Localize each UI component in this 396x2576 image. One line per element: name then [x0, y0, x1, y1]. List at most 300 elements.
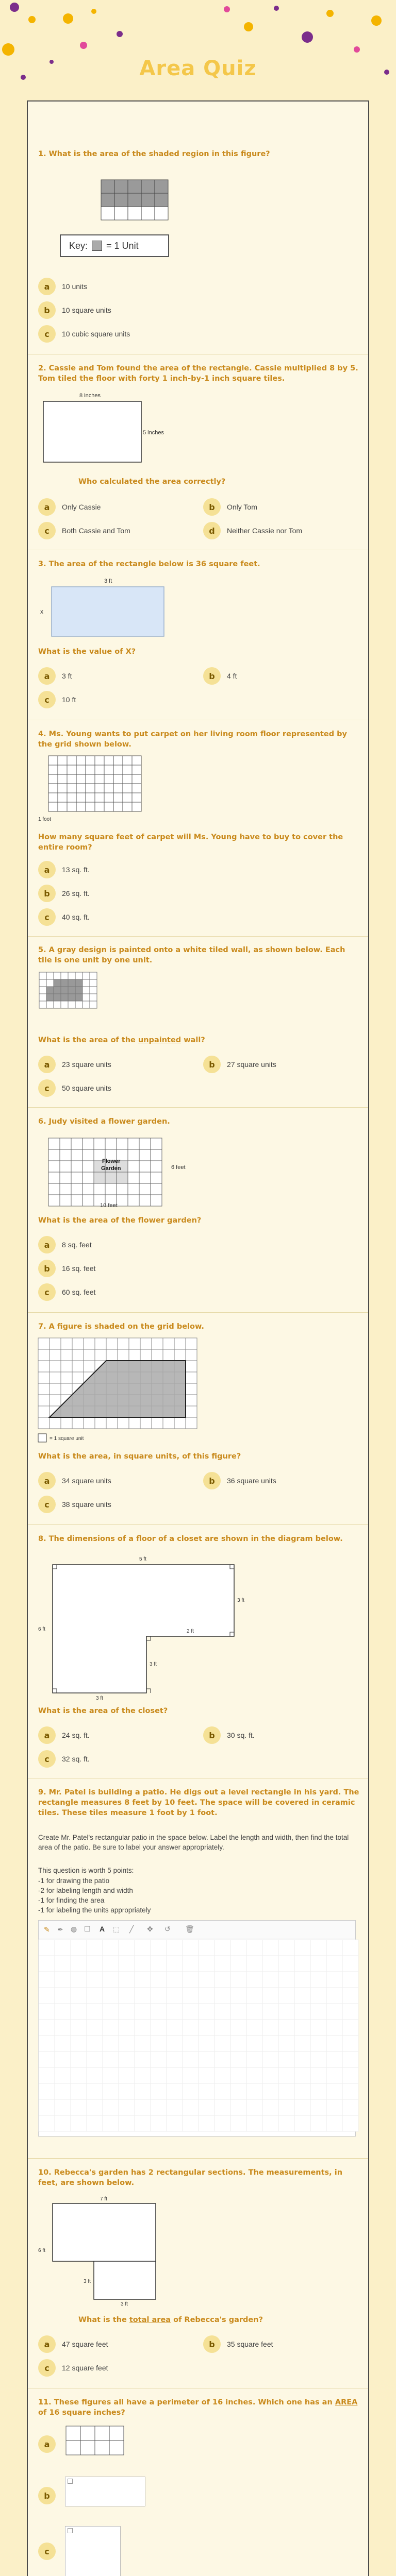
grid-cell: [55, 2052, 71, 2067]
grid-cell: [135, 1940, 151, 1956]
grid-cell: [54, 987, 61, 994]
choice-text: 36 square units: [227, 1477, 276, 1485]
grid-cell: [141, 207, 155, 220]
text-tool-icon[interactable]: A: [100, 1925, 105, 1933]
grid-cell: [262, 2052, 278, 2067]
grid-cell: [230, 2067, 246, 2083]
grid-cell: [246, 2099, 262, 2115]
grid-cell: [60, 1183, 71, 1195]
grid-cell: [141, 193, 155, 207]
grid-cell: [151, 1138, 162, 1149]
q2-question: Who calculated the area correctly?: [78, 478, 226, 486]
grid-cell: [87, 1940, 103, 1956]
grid-cell: [117, 1172, 128, 1183]
grid-cell: [262, 2115, 278, 2131]
decorative-dots: [0, 0, 396, 98]
q10-choice-a[interactable]: [38, 2335, 108, 2353]
grid-cell: [310, 2052, 326, 2067]
grid-cell: [139, 1161, 151, 1172]
grid-cell: [103, 1956, 119, 1972]
grid-cell: [294, 1956, 310, 1972]
q7-choice-a[interactable]: [38, 1472, 111, 1489]
grid-cell: [54, 1001, 61, 1008]
grid-cell: [310, 2099, 326, 2115]
grid-cell: [135, 1972, 151, 1988]
grid-cell: [151, 2004, 167, 2020]
grid-cell: [278, 2115, 294, 2131]
grid-cell: [199, 1956, 214, 1972]
grid-cell: [48, 784, 58, 793]
grid-cell: [95, 756, 104, 765]
grid-cell: [342, 2036, 358, 2052]
grid-cell: [50, 1383, 61, 1395]
choice-letter: b: [203, 1472, 221, 1489]
grid-cell: [152, 1417, 163, 1429]
grid-cell: [310, 2004, 326, 2020]
grid-cell: [67, 756, 76, 765]
grid-cell: [123, 774, 132, 784]
choice-text: 4 ft: [227, 672, 237, 680]
grid-cell: [48, 1183, 60, 1195]
grid-cell: [342, 2020, 358, 2036]
q4-choice-c[interactable]: [38, 908, 90, 926]
grid-cell: [87, 2099, 103, 2115]
grid-cell: [155, 193, 168, 207]
q9-point-3: -1 for finding the area: [38, 1896, 105, 1904]
q11-figure-c-broken-image: [65, 2526, 121, 2576]
q2-choice-c[interactable]: [38, 522, 130, 539]
q1-key-label: Key:: [69, 240, 88, 251]
q3-dim-top: 3 ft: [104, 578, 112, 584]
grid-cell: [39, 1940, 55, 1956]
q1-choice-b[interactable]: [38, 301, 111, 319]
choice-text: 34 square units: [62, 1477, 111, 1485]
grid-cell: [135, 1956, 151, 1972]
q1-choice-a[interactable]: [38, 278, 87, 295]
grid-cell: [71, 2036, 87, 2052]
q9-point-1: -1 for drawing the patio: [38, 1877, 110, 1885]
grid-cell: [103, 1940, 119, 1956]
grid-cell: [71, 2020, 87, 2036]
quiz-title: Area Quiz: [139, 57, 257, 80]
question-9-text: 9. Mr. Patel is building a patio. He digs out a level rectangle in his yard. The rectangle measures 8 feet by 10 feet. The space will be covered in ceramic tiles. These tiles measure 1 foot by 1 foot.: [38, 1788, 359, 1817]
grid-cell: [39, 2099, 55, 2115]
grid-cell: [139, 1149, 151, 1161]
grid-cell: [278, 1988, 294, 2004]
separator: [28, 1524, 368, 1525]
grid-cell: [68, 972, 75, 979]
grid-cell: [139, 1172, 151, 1183]
grid-cell: [48, 1138, 60, 1149]
shape-icon[interactable]: ☐: [84, 1925, 91, 1933]
grid-cell: [151, 1940, 167, 1956]
q4-choice-a[interactable]: [38, 861, 90, 878]
q3-choice-a[interactable]: [38, 667, 72, 685]
grid-cell: [174, 1338, 186, 1349]
grid-cell: [84, 1361, 95, 1372]
grid-cell: [186, 1349, 197, 1361]
q6-question: What is the area of the flower garden?: [38, 1216, 202, 1225]
grid-cell: [167, 1940, 183, 1956]
trash-icon[interactable]: 🗑: [185, 1925, 194, 1933]
grid-cell: [262, 1988, 278, 2004]
grid-cell: [61, 1001, 68, 1008]
grid-cell: [61, 1349, 72, 1361]
q7-key: = 1 square unit: [50, 1436, 84, 1442]
q8-choice-c[interactable]: [38, 1750, 90, 1768]
grid-cell: [86, 784, 95, 793]
grid-cell: [123, 765, 132, 774]
grid-cell: [214, 2115, 230, 2131]
q8-label-right-upper: 3 ft: [237, 1598, 244, 1603]
q2-choice-d[interactable]: [203, 522, 302, 539]
q2-choice-b[interactable]: [203, 498, 257, 516]
q2-choice-a[interactable]: [38, 498, 101, 516]
line-icon[interactable]: ╱: [129, 1925, 134, 1933]
grid-cell: [50, 1349, 61, 1361]
q6-choice-b[interactable]: [38, 1260, 95, 1277]
grid-cell: [61, 994, 68, 1001]
grid-cell: [246, 2083, 262, 2099]
q4-grid-figure: [38, 755, 152, 827]
grid-cell: [278, 2067, 294, 2083]
grid-cell: [104, 784, 113, 793]
q9-instructions: Create Mr. Patel's rectangular patio in the space below. Label the length and width, then find the total area of the patio. Be sure to label your answer appropriately.: [38, 1834, 349, 1851]
grid-cell: [167, 2067, 183, 2083]
grid-cell: [262, 2004, 278, 2020]
choice-text: 38 square units: [62, 1500, 111, 1509]
grid-cell: [199, 2067, 214, 2083]
grid-cell: [50, 1338, 61, 1349]
grid-cell: [183, 1940, 199, 1956]
grid-cell: [48, 1172, 60, 1183]
grid-cell: [71, 1183, 82, 1195]
grid-cell: [326, 2020, 342, 2036]
grid-cell: [71, 2004, 87, 2020]
grid-cell: [48, 756, 58, 765]
grid-cell: [72, 1417, 84, 1429]
grid-cell: [119, 2083, 135, 2099]
grid-cell: [80, 2426, 95, 2441]
grid-cell: [90, 972, 97, 979]
q6-dim-bottom: 10 feet: [100, 1202, 118, 1209]
grid-cell: [87, 2020, 103, 2036]
grid-cell: [71, 1972, 87, 1988]
grid-cell: [123, 784, 132, 793]
grid-cell: [109, 2426, 124, 2441]
q6-garden-figure: [38, 1133, 203, 1210]
grid-cell: [151, 1183, 162, 1195]
q5-choice-a[interactable]: [38, 1056, 111, 1073]
grid-cell: [95, 784, 104, 793]
grid-cell: [342, 2083, 358, 2099]
grid-cell: [326, 1956, 342, 1972]
grid-cell: [106, 1417, 118, 1429]
grid-cell: [132, 802, 141, 811]
q6-choice-a[interactable]: [38, 1236, 92, 1253]
grid-cell: [50, 1395, 61, 1406]
choice-text: 26 sq. ft.: [62, 889, 90, 897]
grid-cell: [71, 1195, 82, 1206]
q1-key-value: = 1 Unit: [106, 240, 139, 251]
grid-cell: [152, 1338, 163, 1349]
q7-choice-c[interactable]: [38, 1496, 111, 1513]
grid-cell: [326, 1988, 342, 2004]
q3-question: What is the value of X?: [38, 648, 136, 656]
grid-cell: [151, 2099, 167, 2115]
grid-cell: [105, 1138, 117, 1149]
grid-cell: [80, 2441, 95, 2455]
q10-choice-b[interactable]: [203, 2335, 273, 2353]
grid-cell: [101, 207, 114, 220]
grid-cell: [230, 1956, 246, 1972]
eraser-icon[interactable]: ◍: [71, 1925, 77, 1933]
choice-text: 35 square feet: [227, 2340, 273, 2348]
choice-letter: b: [38, 2487, 56, 2504]
q8-closet-figure: [38, 1551, 255, 1701]
grid-cell: [117, 1183, 128, 1195]
grid-cell: [87, 2115, 103, 2131]
q10-garden-figure: [38, 2194, 172, 2308]
grid-cell: [39, 2036, 55, 2052]
grid-cell: [246, 2020, 262, 2036]
grid-cell: [230, 2083, 246, 2099]
grid-cell: [38, 1349, 50, 1361]
q10-label-top: 7 ft: [100, 2196, 107, 2202]
choice-text: Only Tom: [227, 503, 257, 511]
q1-choice-c[interactable]: [38, 325, 130, 343]
pencil-icon[interactable]: ✎: [44, 1925, 50, 1934]
grid-cell: [67, 802, 76, 811]
question-10-text: 10. Rebecca's garden has 2 rectangular sections. The measurements, in feet, are shown below.: [38, 2168, 343, 2187]
choice-letter: c: [38, 1079, 56, 1097]
grid-cell: [103, 2036, 119, 2052]
grid-cell: [82, 979, 90, 987]
q2-dim-side: 5 inches: [143, 430, 164, 436]
grid-cell: [58, 793, 67, 802]
grid-cell: [106, 1349, 118, 1361]
grid-cell: [103, 2083, 119, 2099]
choice-text: 60 sq. feet: [62, 1288, 96, 1296]
grid-cell: [294, 2099, 310, 2115]
grid-cell: [95, 802, 104, 811]
grid-cell: [129, 1349, 140, 1361]
grid-cell: [103, 2067, 119, 2083]
grid-cell: [135, 2067, 151, 2083]
grid-cell: [48, 802, 58, 811]
grid-cell: [48, 1149, 60, 1161]
grid-cell: [246, 1988, 262, 2004]
grid-cell: [230, 2036, 246, 2052]
q10-question: What is the total area of Rebecca's garden?: [78, 2316, 263, 2324]
hand-icon[interactable]: ✥: [147, 1925, 153, 1933]
grid-cell: [278, 1972, 294, 1988]
question-2: [38, 363, 360, 384]
grid-cell: [86, 793, 95, 802]
grid-cell: [246, 1940, 262, 1956]
grid-cell: [262, 1972, 278, 1988]
grid-cell: [38, 1338, 50, 1349]
broken-image-icon: [68, 2479, 73, 2484]
grid-cell: [278, 2099, 294, 2115]
grid-cell: [71, 1988, 87, 2004]
grid-cell: [246, 1956, 262, 1972]
grid-cell: [278, 2036, 294, 2052]
grid-cell: [75, 1001, 82, 1008]
grid-cell: [104, 802, 113, 811]
undo-icon[interactable]: ↺: [164, 1925, 171, 1933]
grid-cell: [61, 1383, 72, 1395]
grid-cell: [87, 2004, 103, 2020]
grid-cell: [118, 1417, 129, 1429]
grid-cell: [342, 1940, 358, 1956]
grid-cell: [186, 1338, 197, 1349]
grid-cell: [151, 1988, 167, 2004]
grid-cell: [163, 1349, 174, 1361]
grid-cell: [90, 994, 97, 1001]
choice-text: 30 sq. ft.: [227, 1731, 255, 1739]
q7-choice-b[interactable]: [203, 1472, 276, 1489]
grid-cell: [94, 1183, 105, 1195]
grid-cell: [119, 2115, 135, 2131]
question-2-text: 2. Cassie and Tom found the area of the rectangle. Cassie multiplied 8 by 5. Tom tiled the floor with forty 1 inch-by-1 inch square tiles.: [38, 364, 358, 383]
grid-cell: [167, 2020, 183, 2036]
grid-cell: [87, 2067, 103, 2083]
grid-cell: [46, 994, 54, 1001]
grid-cell: [46, 972, 54, 979]
grid-cell: [119, 2004, 135, 2020]
q4-key: 1 foot: [38, 817, 52, 822]
grid-cell: [167, 1956, 183, 1972]
grid-cell: [214, 2099, 230, 2115]
grid-cell: [326, 2083, 342, 2099]
grid-cell: [186, 1406, 197, 1417]
choice-text: 32 sq. ft.: [62, 1755, 90, 1763]
q5-choice-c[interactable]: [38, 1079, 111, 1097]
q8-label-bottom: 3 ft: [96, 1696, 103, 1701]
grid-cell: [214, 2083, 230, 2099]
grid-cell: [46, 987, 54, 994]
choice-letter: d: [203, 522, 221, 539]
q4-choice-b[interactable]: [38, 885, 90, 902]
grid-cell: [67, 793, 76, 802]
grid-cell: [104, 793, 113, 802]
q11-figure-b-broken-image: [65, 2477, 145, 2506]
grid-cell: [71, 1940, 87, 1956]
grid-cell: [94, 1138, 105, 1149]
question-8-text: 8. The dimensions of a floor of a closet are shown in the diagram below.: [38, 1535, 343, 1543]
q8-choice-a[interactable]: [38, 1726, 90, 1744]
grid-cell: [262, 1940, 278, 1956]
grid-cell: [294, 2083, 310, 2099]
q5-choice-b[interactable]: [203, 1056, 276, 1073]
grid-cell: [71, 2115, 87, 2131]
grid-cell: [113, 765, 123, 774]
grid-cell: [104, 765, 113, 774]
grid-cell: [48, 1161, 60, 1172]
grid-cell: [186, 1417, 197, 1429]
choice-letter: a: [38, 861, 56, 878]
grid-cell: [68, 994, 75, 1001]
grid-cell: [82, 987, 90, 994]
grid-cell: [71, 1149, 82, 1161]
grid-cell: [186, 1361, 197, 1372]
grid-cell: [39, 994, 46, 1001]
grid-cell: [135, 2020, 151, 2036]
q10-choice-c[interactable]: [38, 2359, 108, 2377]
grid-cell: [82, 1001, 90, 1008]
grid-cell: [72, 1372, 84, 1383]
grid-cell: [183, 1956, 199, 1972]
grid-cell: [199, 2083, 214, 2099]
grid-cell: [167, 2115, 183, 2131]
grid-cell: [214, 2004, 230, 2020]
grid-cell: [310, 2036, 326, 2052]
grid-cell: [167, 2036, 183, 2052]
grid-cell: [68, 1001, 75, 1008]
q9-drawing-canvas[interactable]: [38, 1920, 356, 2137]
q8-choice-b[interactable]: [203, 1726, 255, 1744]
pen-icon[interactable]: ✒: [57, 1925, 63, 1934]
grid-cell: [199, 2099, 214, 2115]
grid-cell: [105, 1183, 117, 1195]
grid-cell: [326, 2067, 342, 2083]
q5-question: What is the area of the unpainted wall?: [38, 1036, 205, 1044]
grid-cell: [119, 1956, 135, 1972]
question-5: [38, 945, 360, 965]
q9-grid-lines: [39, 1940, 355, 2136]
grid-cell: [214, 2052, 230, 2067]
q11-choice-b[interactable]: [38, 2487, 56, 2504]
select-icon[interactable]: ⬚: [113, 1925, 120, 1933]
grid-cell: [48, 774, 58, 784]
grid-cell: [82, 994, 90, 1001]
grid-cell: [87, 2083, 103, 2099]
grid-cell: [90, 979, 97, 987]
grid-cell: [55, 1956, 71, 1972]
grid-cell: [326, 1972, 342, 1988]
question-11-text: 11. These figures all have a perimeter of 16 inches. Which one has an AREA of 16 square inches?: [38, 2398, 358, 2417]
grid-cell: [75, 979, 82, 987]
grid-cell: [183, 2067, 199, 2083]
grid-cell: [119, 1972, 135, 1988]
choice-letter: a: [38, 1236, 56, 1253]
q11-figure-a: [65, 2425, 137, 2461]
grid-cell: [114, 207, 128, 220]
grid-cell: [82, 1195, 94, 1206]
grid-cell: [128, 1172, 139, 1183]
grid-cell: [101, 180, 114, 193]
grid-cell: [82, 1172, 94, 1183]
grid-cell: [128, 1183, 139, 1195]
q11-choice-a[interactable]: [38, 2435, 56, 2453]
q3-choice-b[interactable]: [203, 667, 237, 685]
grid-cell: [55, 2067, 71, 2083]
grid-cell: [55, 1972, 71, 1988]
grid-cell: [87, 1972, 103, 1988]
q3-choice-c[interactable]: [38, 691, 76, 708]
grid-cell: [135, 1988, 151, 2004]
grid-cell: [230, 2004, 246, 2020]
grid-cell: [95, 1338, 106, 1349]
q8-label-mid: 2 ft: [187, 1629, 194, 1634]
choice-letter: c: [38, 2359, 56, 2377]
q6-choice-c[interactable]: [38, 1283, 95, 1301]
question-1: [38, 149, 360, 159]
q11-choice-c[interactable]: [38, 2543, 56, 2560]
grid-cell: [151, 2083, 167, 2099]
grid-cell: [76, 802, 86, 811]
